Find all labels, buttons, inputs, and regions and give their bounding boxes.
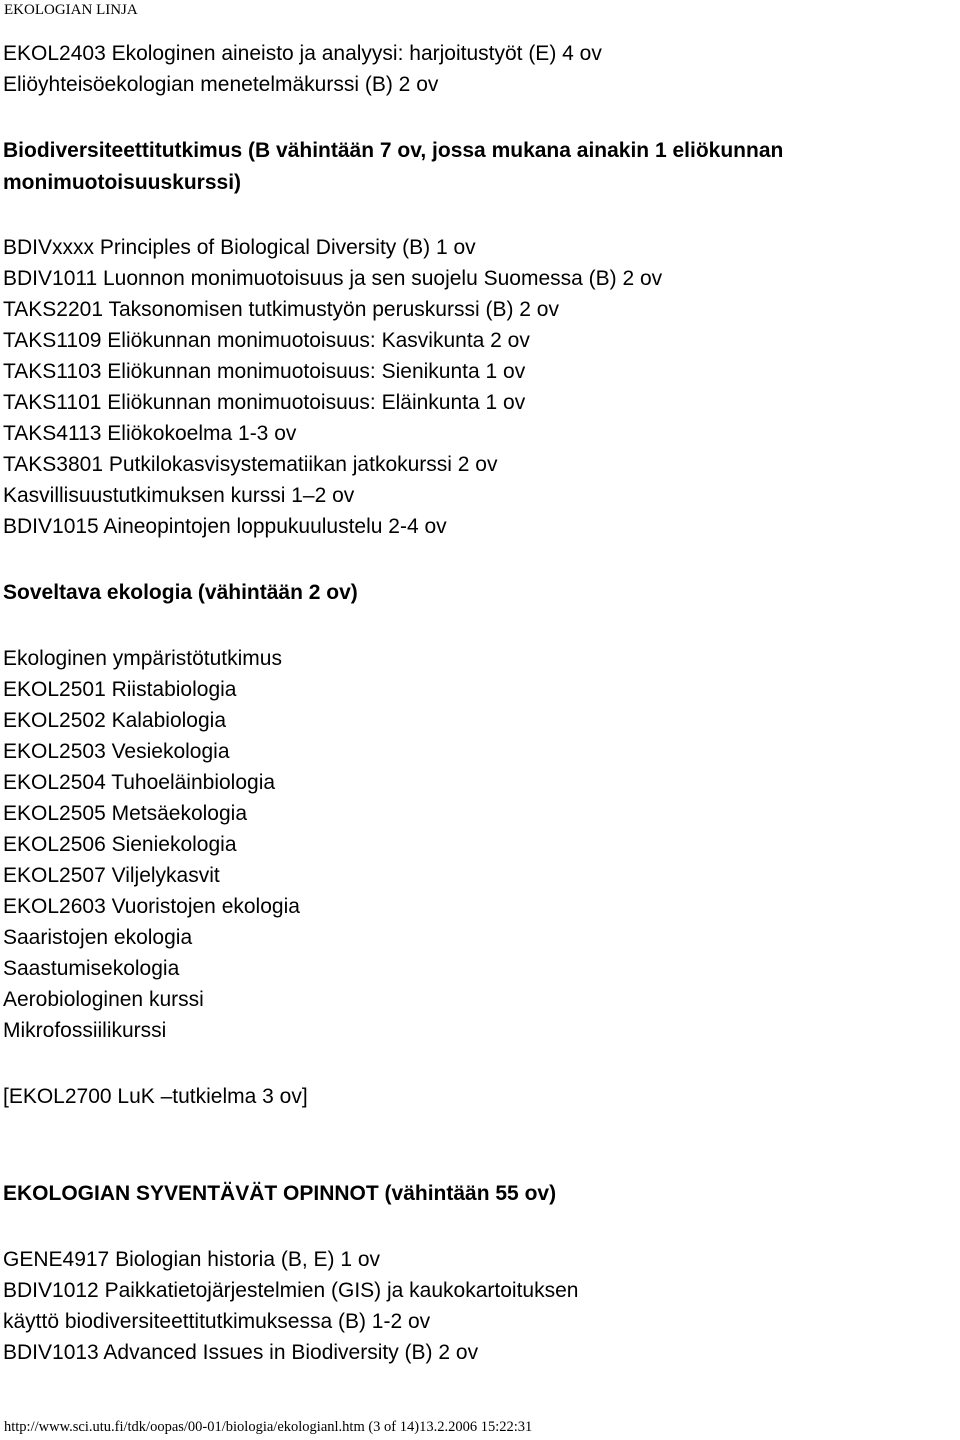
course-line: EKOL2506 Sieniekologia bbox=[3, 833, 237, 856]
course-line: BDIV1015 Aineopintojen loppukuulustelu 2-4 ov bbox=[3, 515, 447, 538]
section-heading: EKOLOGIAN SYVENTÄVÄT OPINNOT (vähintään 55 ov) bbox=[3, 1182, 557, 1205]
section-heading: Biodiversiteettitutkimus (B vähintään 7 ov, jossa mukana ainakin 1 eliökunnan bbox=[3, 139, 784, 162]
course-line: EKOL2501 Riistabiologia bbox=[3, 678, 237, 701]
course-line: TAKS1103 Eliökunnan monimuotoisuus: Sienikunta 1 ov bbox=[3, 360, 526, 383]
course-line: EKOL2503 Vesiekologia bbox=[3, 740, 230, 763]
course-line: BDIV1013 Advanced Issues in Biodiversity (B) 2 ov bbox=[3, 1341, 479, 1364]
course-line: Saastumisekologia bbox=[3, 957, 180, 980]
section-heading: monimuotoisuuskurssi) bbox=[3, 171, 242, 194]
course-line: Aerobiologinen kurssi bbox=[3, 988, 204, 1011]
course-line: Eliöyhteisöekologian menetelmäkurssi (B) 2 ov bbox=[3, 73, 439, 96]
course-line: TAKS2201 Taksonomisen tutkimustyön peruskurssi (B) 2 ov bbox=[3, 298, 559, 321]
course-line: TAKS3801 Putkilokasvisystematiikan jatkokurssi 2 ov bbox=[3, 453, 498, 476]
course-line: TAKS1109 Eliökunnan monimuotoisuus: Kasvikunta 2 ov bbox=[3, 329, 530, 352]
course-line: Saaristojen ekologia bbox=[3, 926, 193, 949]
course-line: EKOL2403 Ekologinen aineisto ja analyysi: harjoitustyöt (E) 4 ov bbox=[3, 42, 602, 65]
course-line: EKOL2505 Metsäekologia bbox=[3, 802, 247, 825]
course-line: EKOL2507 Viljelykasvit bbox=[3, 864, 220, 887]
course-line: Kasvillisuustutkimuksen kurssi 1–2 ov bbox=[3, 484, 355, 507]
course-line: BDIV1011 Luonnon monimuotoisuus ja sen suojelu Suomessa (B) 2 ov bbox=[3, 267, 663, 290]
course-line: Ekologinen ympäristötutkimus bbox=[3, 647, 282, 670]
course-line: EKOL2502 Kalabiologia bbox=[3, 709, 227, 732]
course-line: BDIVxxxx Principles of Biological Diversity (B) 1 ov bbox=[3, 236, 476, 259]
course-line: TAKS4113 Eliökokoelma 1-3 ov bbox=[3, 422, 297, 445]
course-line: [EKOL2700 LuK –tutkielma 3 ov] bbox=[3, 1085, 308, 1108]
course-line: käyttö biodiversiteettitutkimuksessa (B) 1-2 ov bbox=[3, 1310, 431, 1333]
page-footer-url: http://www.sci.utu.fi/tdk/oopas/00-01/biologia/ekologianl.htm (3 of 14)13.2.2006 15:22:31 bbox=[4, 1419, 533, 1435]
course-line: Mikrofossiilikurssi bbox=[3, 1019, 167, 1042]
course-line: EKOL2504 Tuhoeläinbiologia bbox=[3, 771, 276, 794]
section-heading: Soveltava ekologia (vähintään 2 ov) bbox=[3, 581, 358, 604]
course-line: BDIV1012 Paikkatietojärjestelmien (GIS) ja kaukokartoituksen bbox=[3, 1279, 579, 1302]
course-line: GENE4917 Biologian historia (B, E) 1 ov bbox=[3, 1248, 381, 1271]
course-line: EKOL2603 Vuoristojen ekologia bbox=[3, 895, 300, 918]
course-line: TAKS1101 Eliökunnan monimuotoisuus: Eläinkunta 1 ov bbox=[3, 391, 526, 414]
page-header-title: EKOLOGIAN LINJA bbox=[4, 2, 138, 18]
